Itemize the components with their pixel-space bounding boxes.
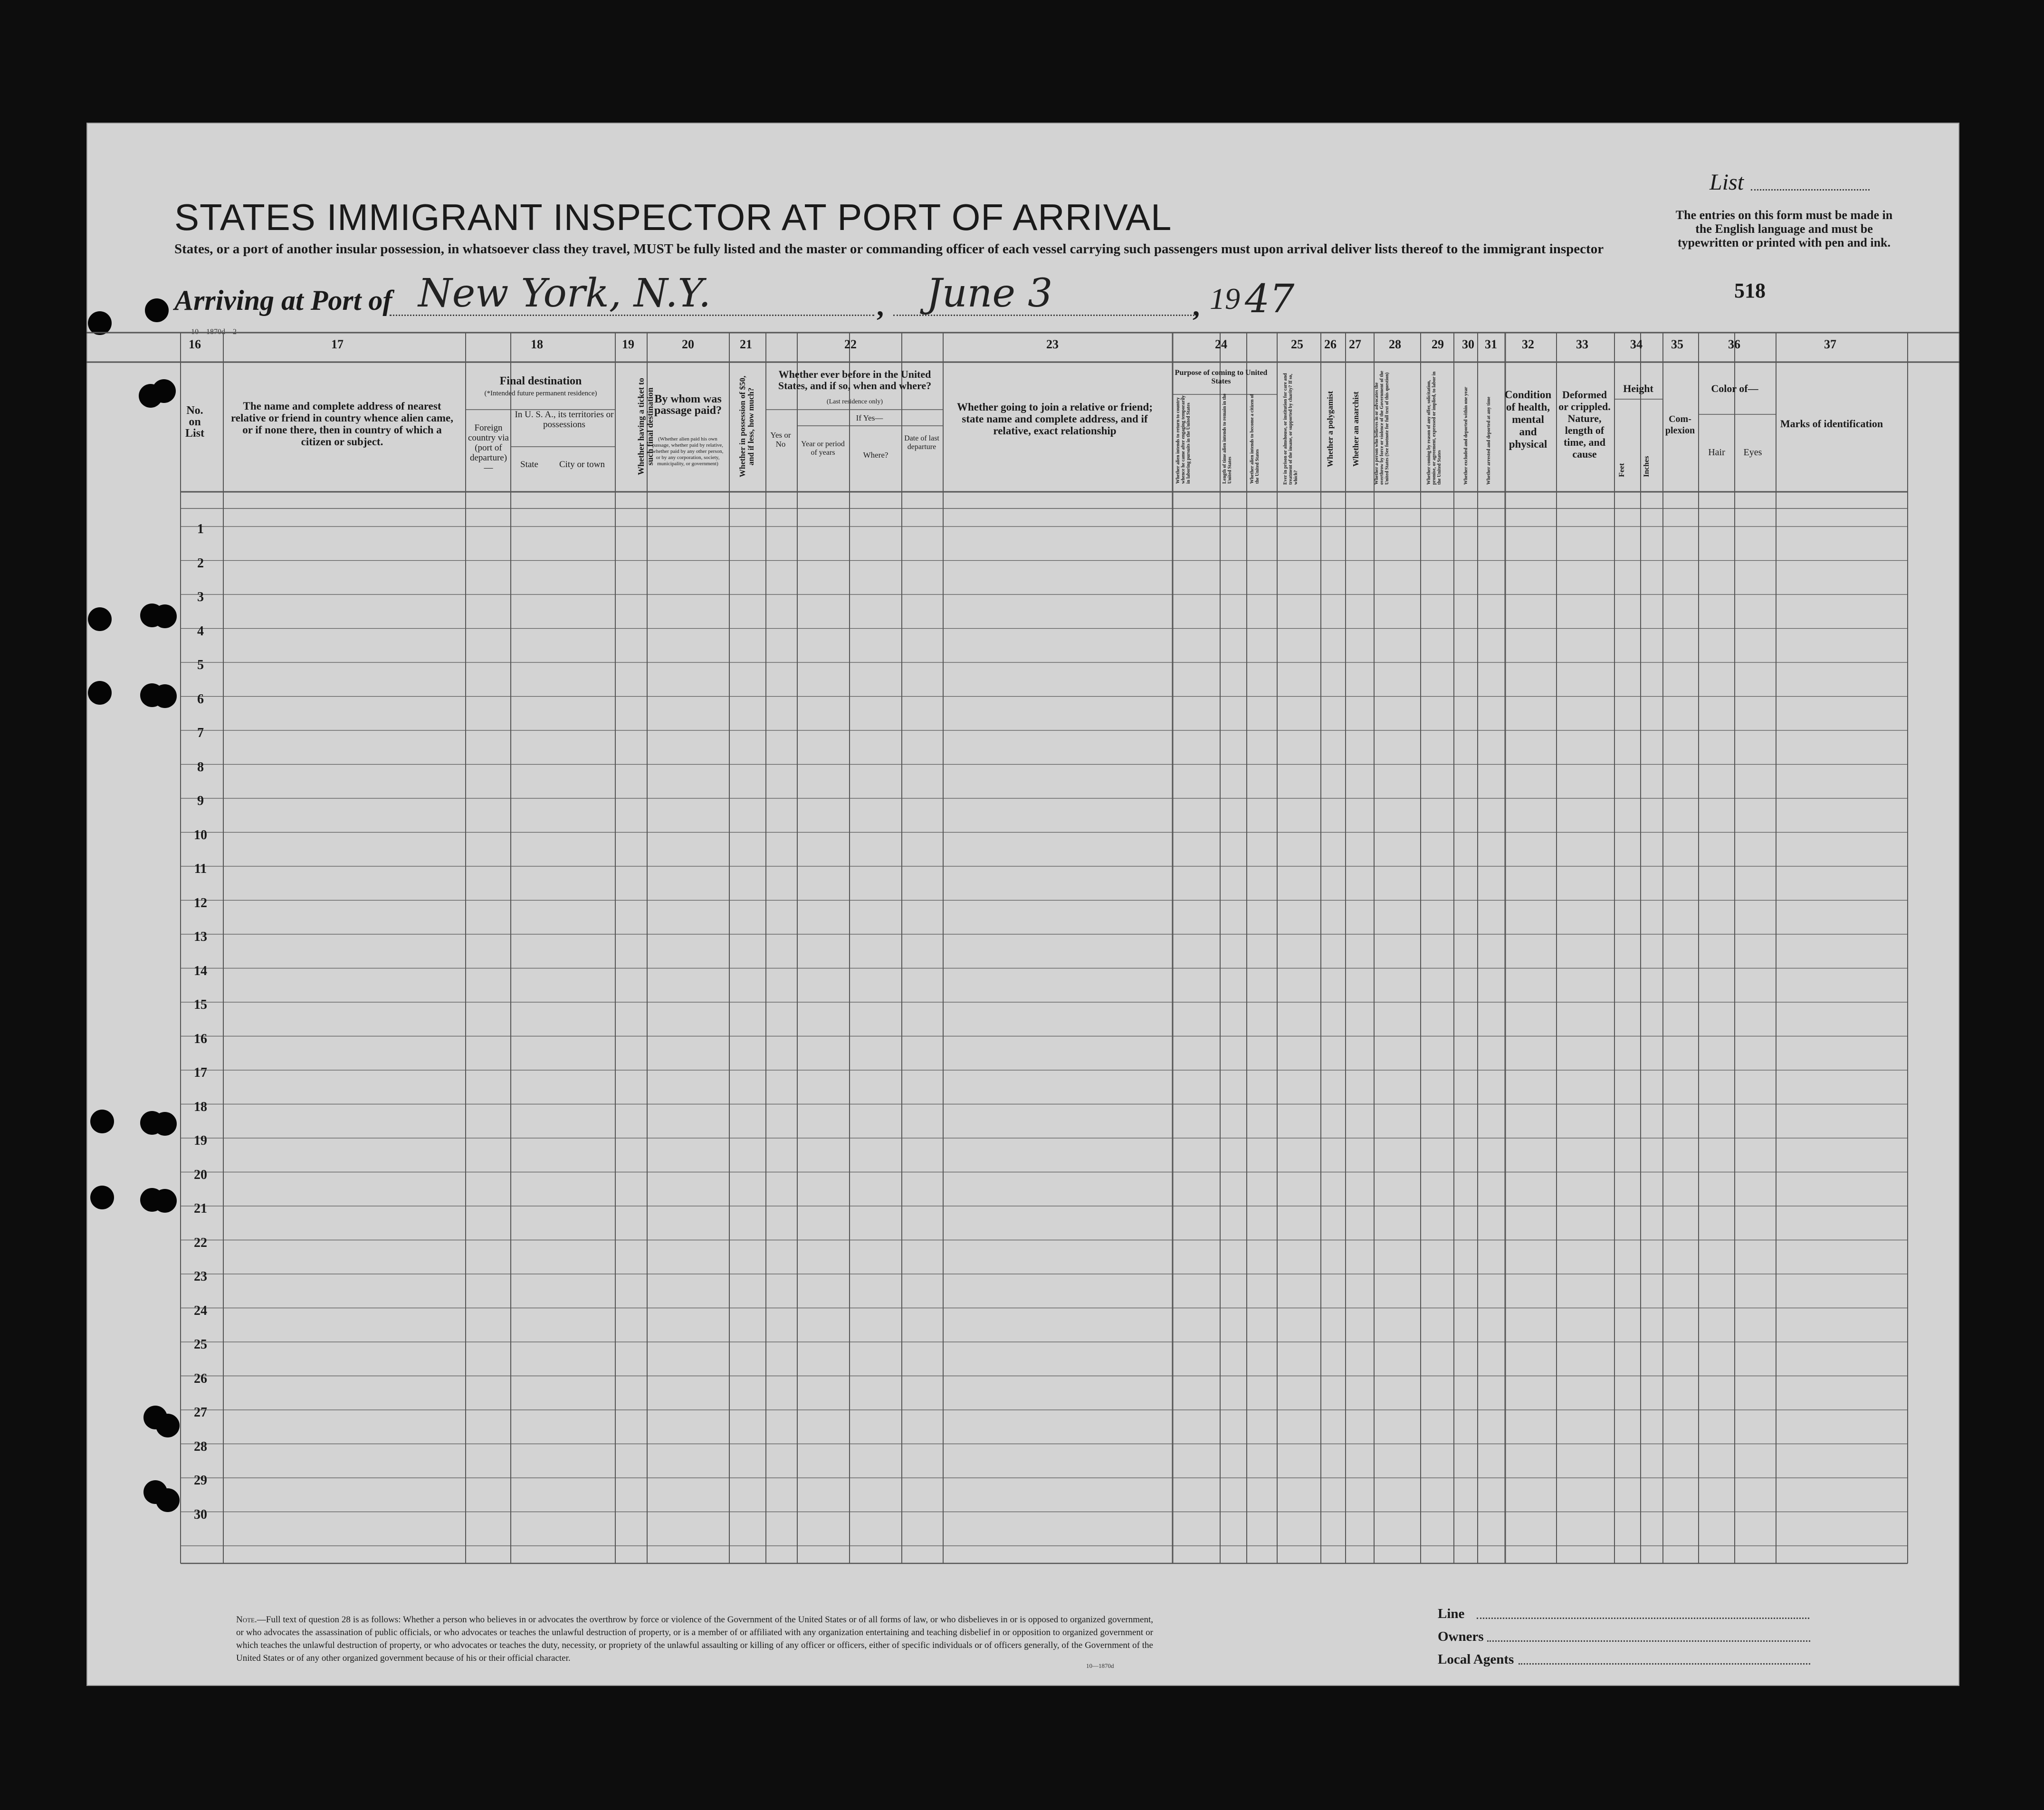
header-state: State (520, 460, 538, 469)
owners-field[interactable] (1487, 1640, 1810, 1642)
row-number: 27 (194, 1405, 207, 1420)
col-number-32: 32 (1522, 337, 1534, 351)
line-label: Line (1438, 1606, 1465, 1621)
header-deformed: Deformed or crippled. Nature, length of time, and cause (1558, 389, 1611, 460)
header-final-destination: Final destination (499, 375, 582, 387)
col-number-24: 24 (1215, 337, 1227, 351)
row-number: 5 (197, 658, 204, 672)
arriving-label: Arriving at Port of (174, 285, 392, 316)
row-number: 23 (194, 1269, 207, 1284)
list-label: List (1710, 170, 1744, 195)
col-number-25: 25 (1291, 337, 1303, 351)
header-health: Condition of health, mental and physical (1504, 389, 1552, 450)
footnote-label: Note. (236, 1615, 257, 1625)
year-prefix: 19 (1210, 282, 1240, 316)
row-number: 19 (194, 1133, 207, 1148)
row-number: 13 (194, 929, 207, 944)
line-field[interactable] (1477, 1618, 1809, 1619)
header-yes-no: Yes or No (770, 431, 791, 449)
row-number: 24 (194, 1303, 207, 1318)
header-feet: Feet (1618, 463, 1626, 477)
header-year-period: Year or period of years (801, 440, 845, 457)
row-number: 14 (194, 963, 207, 978)
header-no-on-list: No. on List (185, 404, 204, 440)
owners-label: Owners (1438, 1629, 1484, 1644)
header-hair: Hair (1708, 447, 1725, 458)
header-prison-almshouse: Ever in prison or almshouse, or institution for care and treatment of the insane, or supported by charity? If so, which? (1283, 373, 1299, 485)
col-number-26: 26 (1324, 337, 1337, 351)
form-subtitle: States, or a port of another insular possession, in whatsoever class they travel, MUST be fully listed and the master or commanding officer of each vessel carrying such passengers must upon arrival deliver lists thereof to the immigrant inspector (174, 241, 1604, 257)
header-final-destination-note: (*Intended future permanent residence) (484, 390, 597, 397)
header-labor-offer: Whether coming by reason of any offer, solicitation, promise, or agreement, expressed or implied, to labor in the United States (1426, 371, 1442, 485)
col-number-34: 34 (1630, 337, 1643, 351)
row-number: 30 (194, 1507, 207, 1522)
header-arrested-deported: Whether arrested and deported at any time (1486, 396, 1491, 485)
header-passage-paid: By whom was passage paid? (654, 393, 722, 417)
footnote-text: —Full text of question 28 is as follows: Whether a person who believes in or advocates the overthrow by force or violence of the Government of the United States or of all forms of law, or who disbelieves in or is opposed to organized government, or who advocates the assassination of public officials, or who advocates or teaches the unlawful destruction of property, or is a member of or affiliated with any organization entertaining and teaching disbelief in or opposition to organized government or which teaches the unlawful destruction of property, or who advocates or teaches the duty, necessity, or propriety of the unlawful assaulting or killing of any officer or officers, either of specific individuals or of officers generally, of the Government of the United States or of any other organized government because of his or their official character. (236, 1615, 1153, 1663)
row-number: 16 (194, 1031, 207, 1046)
col-number-19: 19 (622, 337, 634, 351)
form-title: STATES IMMIGRANT INSPECTOR AT PORT OF ARRIVAL (174, 196, 1172, 238)
header-color-of: Color of— (1711, 383, 1758, 394)
col-number-22: 22 (844, 337, 857, 351)
col-number-18: 18 (531, 337, 543, 351)
row-number: 29 (194, 1473, 207, 1488)
header-where: Where? (863, 450, 888, 460)
comma: , (877, 290, 884, 322)
col-number-35: 35 (1671, 337, 1683, 351)
header-city-or-town: City or town (559, 460, 605, 469)
row-number: 9 (197, 794, 204, 808)
col-number-37: 37 (1824, 337, 1836, 351)
col-number-17: 17 (331, 337, 344, 351)
row-number: 10 (194, 827, 207, 843)
row-number: 7 (197, 726, 204, 740)
date-handwritten: June 3 (926, 271, 1053, 316)
header-marks-identification: Marks of identification (1780, 418, 1883, 430)
col-number-30: 30 (1462, 337, 1474, 351)
header-if-yes: If Yes— (856, 413, 883, 422)
row-number: 3 (197, 590, 204, 604)
header-become-citizen: Whether alien intends to become a citizen of the United States (1250, 394, 1260, 484)
row-number: 18 (194, 1099, 207, 1114)
row-number: 12 (194, 895, 207, 910)
footer-form-code: 10—1870d (1086, 1662, 1114, 1669)
header-ticket: Whether having a ticket to such final destination (636, 378, 655, 475)
local-agents-label: Local Agents (1438, 1652, 1514, 1667)
col-number-33: 33 (1576, 337, 1588, 351)
col-number-36: 36 (1728, 337, 1740, 351)
header-inches: Inches (1643, 456, 1651, 477)
row-number: 6 (197, 691, 204, 707)
col-number-16: 16 (189, 337, 201, 351)
header-nearest-relative: The name and complete address of nearest relative or friend in country whence alien came, or if none there, then in country of which a citizen or subject. (230, 400, 453, 448)
header-last-residence: (Last residence only) (826, 398, 883, 405)
row-number: 17 (194, 1065, 207, 1080)
row-number: 28 (194, 1439, 207, 1454)
row-number: 22 (194, 1235, 207, 1250)
form-code: 10—1870d—2 (191, 328, 237, 336)
form-instructions: The entries on this form must be made in the English language and must be typewritten or printed with pen and ink. (1675, 208, 1893, 249)
port-handwritten: New York, N.Y. (418, 271, 711, 316)
header-possession-50: Whether in possession of $50, and if less, how much? (738, 375, 755, 478)
col-number-23: 23 (1046, 337, 1059, 351)
header-anarchist: Whether an anarchist (1351, 391, 1360, 467)
col-number-31: 31 (1485, 337, 1497, 351)
row-number: 20 (194, 1167, 207, 1182)
row-number: 15 (194, 997, 207, 1012)
row-number: 11 (194, 862, 207, 876)
header-overthrow: Whether a person who believes in or advocates the overthrow by force or violence of the Government of the United States (See footnote for full text of this question) (1374, 371, 1390, 485)
row-number: 21 (194, 1201, 207, 1216)
row-number: 26 (194, 1371, 207, 1386)
header-join-relative: Whether going to join a relative or friend; state name and complete address, and if relative, exact relationship (956, 401, 1153, 437)
header-ever-before: Whether ever before in the United States, and if so, when and where? (778, 368, 932, 392)
header-complexion: Com-plexion (1665, 414, 1695, 436)
header-passage-paid-note: (Whether alien paid his own passage, whether paid by relative, whether paid by any other person, or by any corporation, society, municipality, or government) (652, 436, 724, 467)
local-agents-field[interactable] (1519, 1663, 1810, 1665)
header-last-departure: Date of last departure (904, 434, 939, 451)
col-number-28: 28 (1389, 337, 1401, 351)
header-length-of-stay: Length of time alien intends to remain in the United States (1222, 393, 1232, 484)
header-height: Height (1623, 383, 1653, 394)
col-number-29: 29 (1432, 337, 1444, 351)
header-foreign-country: Foreign country via (port of departure)— (468, 423, 509, 473)
row-number: 4 (197, 623, 204, 639)
header-polygamist: Whether a polygamist (1326, 391, 1335, 468)
header-excluded-deported: Whether excluded and deported within one year (1463, 387, 1469, 485)
col-number-21: 21 (740, 337, 752, 351)
row-number: 8 (197, 759, 204, 775)
col-number-27: 27 (1349, 337, 1361, 351)
row-number: 2 (197, 555, 204, 571)
header-purpose: Purpose of coming to United States (1175, 369, 1268, 385)
year-handwritten: 47 (1245, 277, 1295, 322)
footnote-question-28 (236, 1613, 1153, 1665)
header-return-intent: Whether alien intends to return to country whence he came after engaging temporarily in laboring pursuits in the United States (1175, 395, 1191, 484)
comma: , (1193, 290, 1200, 322)
col-number-20: 20 (682, 337, 694, 351)
row-number: 1 (197, 522, 204, 536)
list-number: 518 (1734, 279, 1766, 302)
row-number: 25 (194, 1337, 207, 1352)
header-in-usa: In U. S. A., its territories or possessions (515, 410, 614, 430)
header-eyes: Eyes (1743, 447, 1762, 458)
